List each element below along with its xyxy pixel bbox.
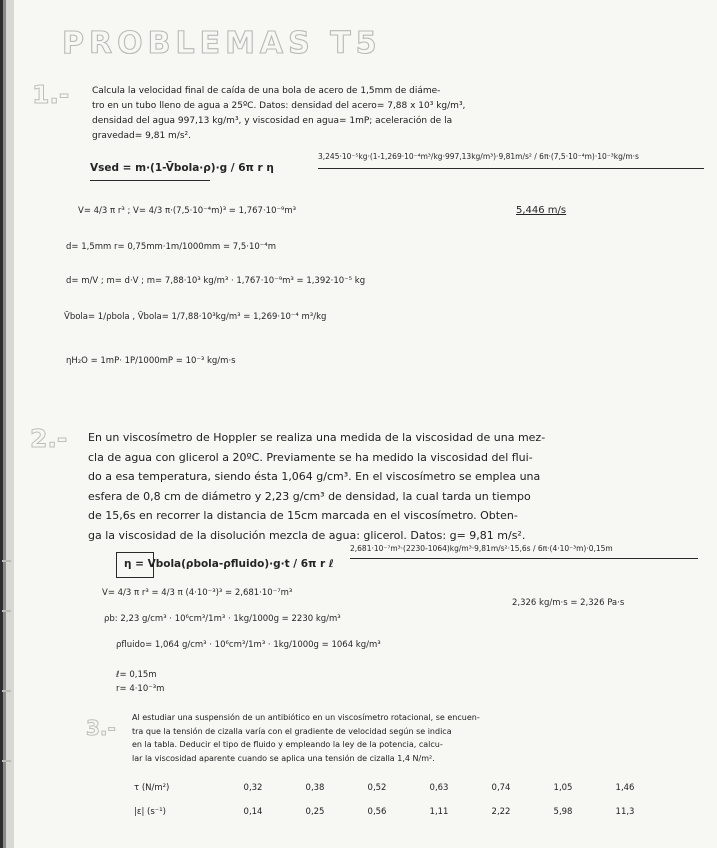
problem-1-number: 1.- <box>32 80 70 109</box>
shear-data-table <box>134 776 656 824</box>
problem-2-statement: En un viscosímetro de Hoppler se realiza una medida de la viscosidad de una mez- cla de agua con glicerol a 20ºC. Previamente se ha medido la viscosidad del flui- do a esa temperatura, siendo ésta 1,064 g/cm³. En el viscosímetro se emplea una esfera de 0,8 cm de diámetro y 2,23 g/cm³ de densidad, la cual tarda un tiempo de 15,6s en recorrer la distancia de 15cm marcada en el viscosímetro. Obten- ga la viscosidad de la disolución mezcla de agua: glicerol. Datos: g= 9,81 m/s². <box>88 431 546 542</box>
page-edge-shadow <box>0 0 14 848</box>
problem-2-result: 2,326 kg/m·s = 2,326 Pa·s <box>512 598 625 608</box>
row-label-tau: τ (N/m²) <box>134 783 170 793</box>
table-cell: 0,63 <box>429 783 449 793</box>
table-cell: 0,25 <box>305 807 325 817</box>
underline <box>90 180 210 181</box>
table-cell: 11,3 <box>615 807 635 817</box>
table-cell: 5,98 <box>553 807 573 817</box>
table-cell: 1,05 <box>553 783 573 793</box>
problem-2-number: 2.- <box>30 424 68 453</box>
row-label-gradient: |ε| (s⁻¹) <box>134 807 166 817</box>
eta-formula: η = Vbola(ρbola-ρfluido)·g·t / 6π r ℓ <box>124 558 334 570</box>
table-row <box>134 800 656 824</box>
table-cell: 2,22 <box>491 807 511 817</box>
table-cell: 1,46 <box>615 783 635 793</box>
table-cell: 0,74 <box>491 783 511 793</box>
problem-3-number: 3.- <box>86 716 116 740</box>
table-cell: 1,11 <box>429 807 449 817</box>
water-viscosity-eq: ηH₂O = 1mP· 1P/1000mP = 10⁻³ kg/m·s <box>66 356 236 366</box>
volume-eq-1: V= 4/3 π r³ ; V= 4/3 π·(7,5·10⁻⁴m)³ = 1,767·10⁻⁹m³ <box>78 206 297 216</box>
radius-value: r= 4·10⁻³m <box>116 684 165 694</box>
table-cell: 0,52 <box>367 783 387 793</box>
eta-values: 2,681·10⁻⁷m³·(2230-1064)kg/m³·9,81m/s²·15,6s / 6π·(4·10⁻³m)·0,15m <box>350 544 613 553</box>
problem-1-statement: Calcula la velocidad final de caída de una bola de acero de 1,5mm de diáme- tro en un tubo lleno de agua a 25ºC. Datos: densidad del acero= 7,88 x 10³ kg/m³, densidad del agua 997,13 kg/m³, y viscosidad en agua= 1mP; aceleración de la gravedad= 9,81 m/s². <box>92 86 466 141</box>
volume-eq-2: V= 4/3 π r³ = 4/3 π (4·10⁻³)³ = 2,681·10⁻⁷m³ <box>102 588 293 598</box>
vsed-values: 3,245·10⁻⁵kg·(1-1,269·10⁻⁴m³/kg·997,13kg/m³)·9,81m/s² / 6π·(7,5·10⁻⁴m)·10⁻³kg/m·s <box>318 152 639 161</box>
mass-eq: d= m/V ; m= d·V ; m= 7,88·10³ kg/m³ · 1,767·10⁻⁹m³ = 1,392·10⁻⁵ kg <box>66 276 366 286</box>
length-value: ℓ= 0,15m <box>116 670 157 680</box>
diameter-eq: d= 1,5mm r= 0,75mm·1m/1000mm = 7,5·10⁻⁴m <box>66 242 276 252</box>
problem-3-statement: Al estudiar una suspensión de un antibiótico en un viscosímetro rotacional, se encuen- tra que la tensión de cizalla varía con el gradiente de velocidad según se indica en la tabla. Deducir el tipo de fluido y empleando la ley de la potencia, calcu- lar la viscosidad aparente cuando se aplica una tensión de cizalla 1,4 N/m². <box>132 713 480 763</box>
table-cell: 0,32 <box>243 783 263 793</box>
page-title: PROBLEMAS T5 <box>62 26 382 61</box>
table-cell: 0,56 <box>367 807 387 817</box>
table-cell: 0,38 <box>305 783 325 793</box>
problem-1-result: 5,446 m/s <box>516 205 567 216</box>
fraction-bar <box>318 168 704 169</box>
fraction-bar <box>350 558 698 559</box>
table-row <box>134 776 656 800</box>
ball-density-eq: ρb: 2,23 g/cm³ · 10⁶cm³/1m³ · 1kg/1000g = 2230 kg/m³ <box>104 614 341 624</box>
table-cell: 0,14 <box>243 807 263 817</box>
vsed-formula: Vsed = m·(1-V̄bola·ρ)·g / 6π r η <box>90 162 274 174</box>
specific-volume-eq: V̄bola= 1/ρbola , V̄bola= 1/7,88·10³kg/m³ = 1,269·10⁻⁴ m³/kg <box>64 312 327 322</box>
fluid-density-eq: ρfluido= 1,064 g/cm³ · 10⁶cm³/1m³ · 1kg/1000g = 1064 kg/m³ <box>116 640 381 650</box>
